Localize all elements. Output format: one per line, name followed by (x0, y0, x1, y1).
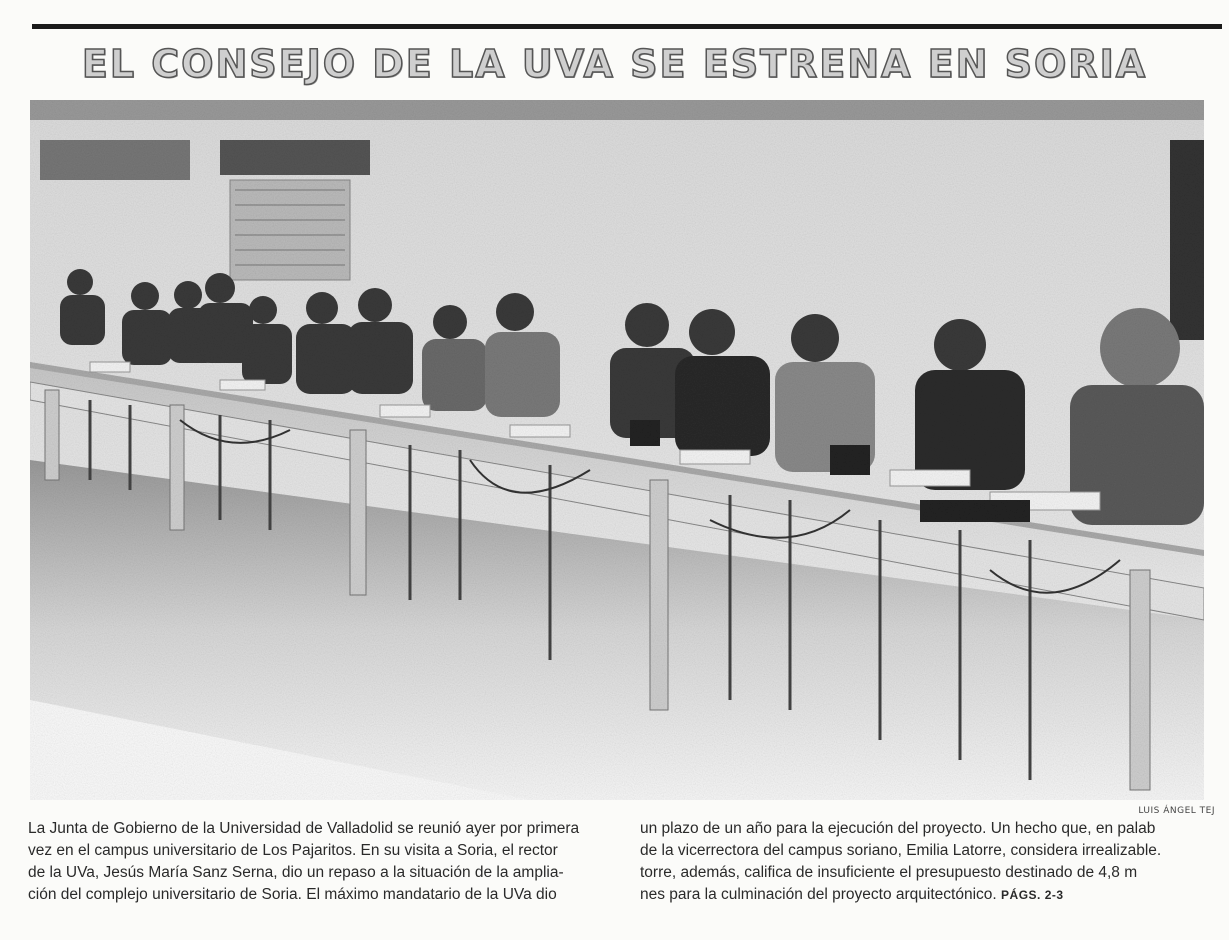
news-photo (30, 100, 1204, 800)
caption-line: un plazo de un año para la ejecución del proyecto. Un hecho que, en palab (640, 820, 1156, 837)
caption-line: de la UVa, Jesús María Sanz Serna, dio un repaso a la situación de la amplia- (28, 864, 564, 881)
caption-column-1 (28, 818, 624, 906)
meeting-photo-illustration (30, 100, 1204, 800)
pages-reference: PÁGS. 2-3 (1001, 888, 1064, 902)
caption-line: de la vicerrectora del campus soriano, Emilia Latorre, considera irrealizable. (640, 842, 1162, 859)
caption-line: ción del complejo universitario de Soria. El máximo mandatario de la UVa dio (28, 886, 557, 903)
caption-line: vez en el campus universitario de Los Pajaritos. En su visita a Soria, el rector (28, 842, 558, 859)
headline: EL CONSEJO DE LA UVA SE ESTRENA EN SORIA (81, 42, 1148, 86)
caption-column-2 (640, 818, 1220, 906)
top-rule (32, 24, 1222, 29)
caption-last-line (640, 884, 1220, 906)
caption-line: torre, además, califica de insuficiente el presupuesto destinado de 4,8 m (640, 864, 1138, 881)
photo-credit: LUIS ÁNGEL TEJ (1138, 806, 1215, 816)
caption-line: La Junta de Gobierno de la Universidad de Valladolid se reunió ayer por primera (28, 820, 580, 837)
caption-line: nes para la culminación del proyecto arquitectónico. (640, 886, 997, 903)
